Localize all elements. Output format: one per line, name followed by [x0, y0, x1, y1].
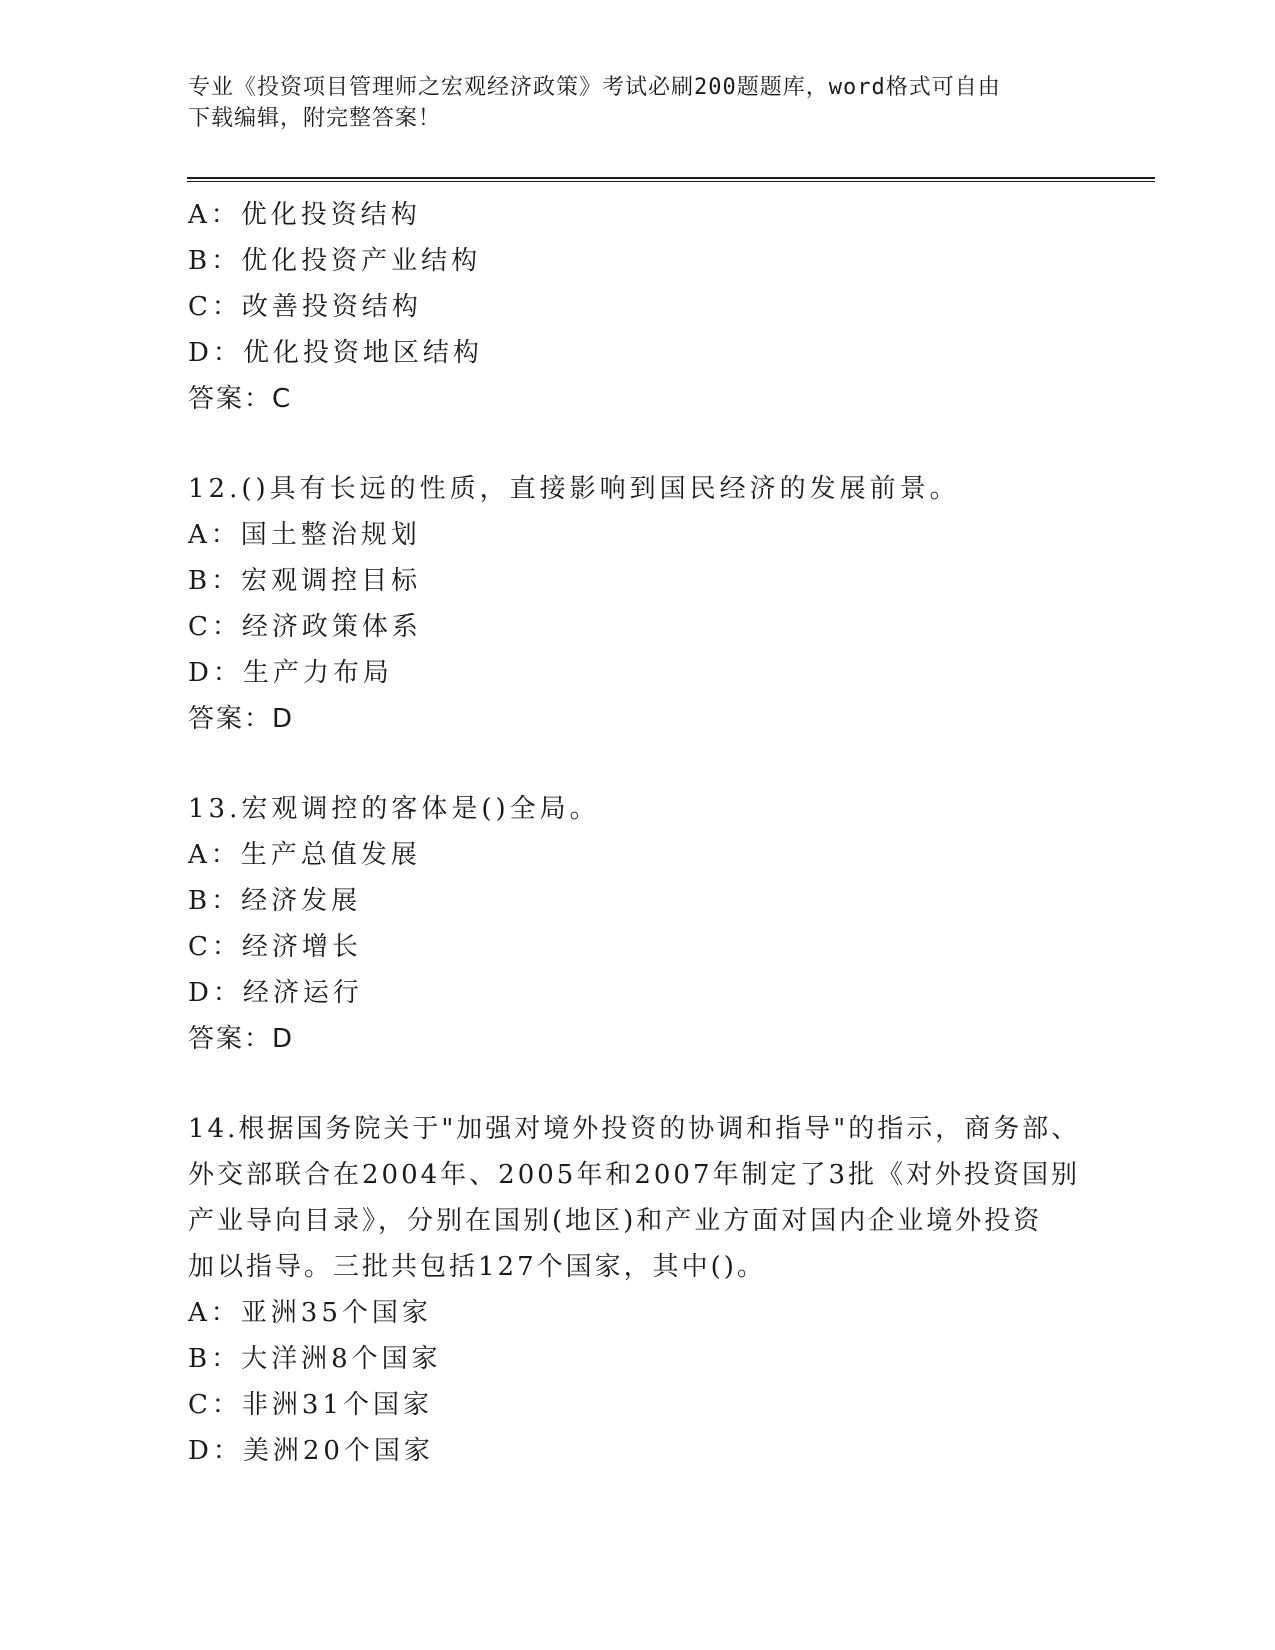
- option-a: A：优化投资结构: [188, 200, 421, 230]
- option-d: D：美洲20个国家: [188, 1436, 434, 1466]
- answer: 答案：D: [188, 1024, 295, 1054]
- option-a: A：国土整治规划: [188, 520, 421, 550]
- option-c: C：经济增长: [188, 932, 362, 962]
- option-c: C：改善投资结构: [188, 292, 422, 322]
- answer: 答案：C: [188, 384, 293, 414]
- spacer: [188, 422, 1108, 466]
- question-stem-line-2: 外交部联合在2004年、2005年和2007年制定了3批《对外投资国别: [188, 1160, 1081, 1190]
- question-stem: 12.()具有长远的性质，直接影响到国民经济的发展前景。: [188, 474, 960, 504]
- question-list: [188, 192, 1108, 1474]
- question-stem-line-4: 加以指导。三批共包括127个国家，其中()。: [188, 1252, 766, 1282]
- option-d: D：经济运行: [188, 978, 363, 1008]
- spacer: [188, 1062, 1108, 1106]
- option-b: B：大洋洲8个国家: [188, 1344, 442, 1374]
- header-line-2: 下载编辑，附完整答案！: [188, 106, 442, 131]
- option-d: D：优化投资地区结构: [188, 338, 483, 368]
- header-line-1: 专业《投资项目管理师之宏观经济政策》考试必刷200题题库，word格式可自由: [188, 75, 1001, 100]
- option-c: C：非洲31个国家: [188, 1390, 433, 1420]
- question-stem-line-1: 14.根据国务院关于"加强对境外投资的协调和指导"的指示，商务部、: [188, 1114, 1081, 1144]
- question-12: [188, 466, 1108, 742]
- option-b: B：宏观调控目标: [188, 566, 422, 596]
- document-header: [188, 72, 1068, 134]
- question-stem: 13.宏观调控的客体是()全局。: [188, 794, 600, 824]
- option-b: B：优化投资产业结构: [188, 246, 482, 276]
- option-c: C：经济政策体系: [188, 612, 422, 642]
- option-a: A：生产总值发展: [188, 840, 421, 870]
- question-11: [188, 192, 1108, 422]
- spacer: [188, 742, 1108, 786]
- header-divider: [187, 177, 1155, 182]
- option-a: A：亚洲35个国家: [188, 1298, 432, 1328]
- option-d: D：生产力布局: [188, 658, 393, 688]
- question-13: [188, 786, 1108, 1062]
- option-b: B：经济发展: [188, 886, 362, 916]
- answer: 答案：D: [188, 704, 295, 734]
- question-14: [188, 1106, 1108, 1474]
- question-stem-line-3: 产业导向目录》，分别在国别(地区)和产业方面对国内企业境外投资: [188, 1206, 1043, 1236]
